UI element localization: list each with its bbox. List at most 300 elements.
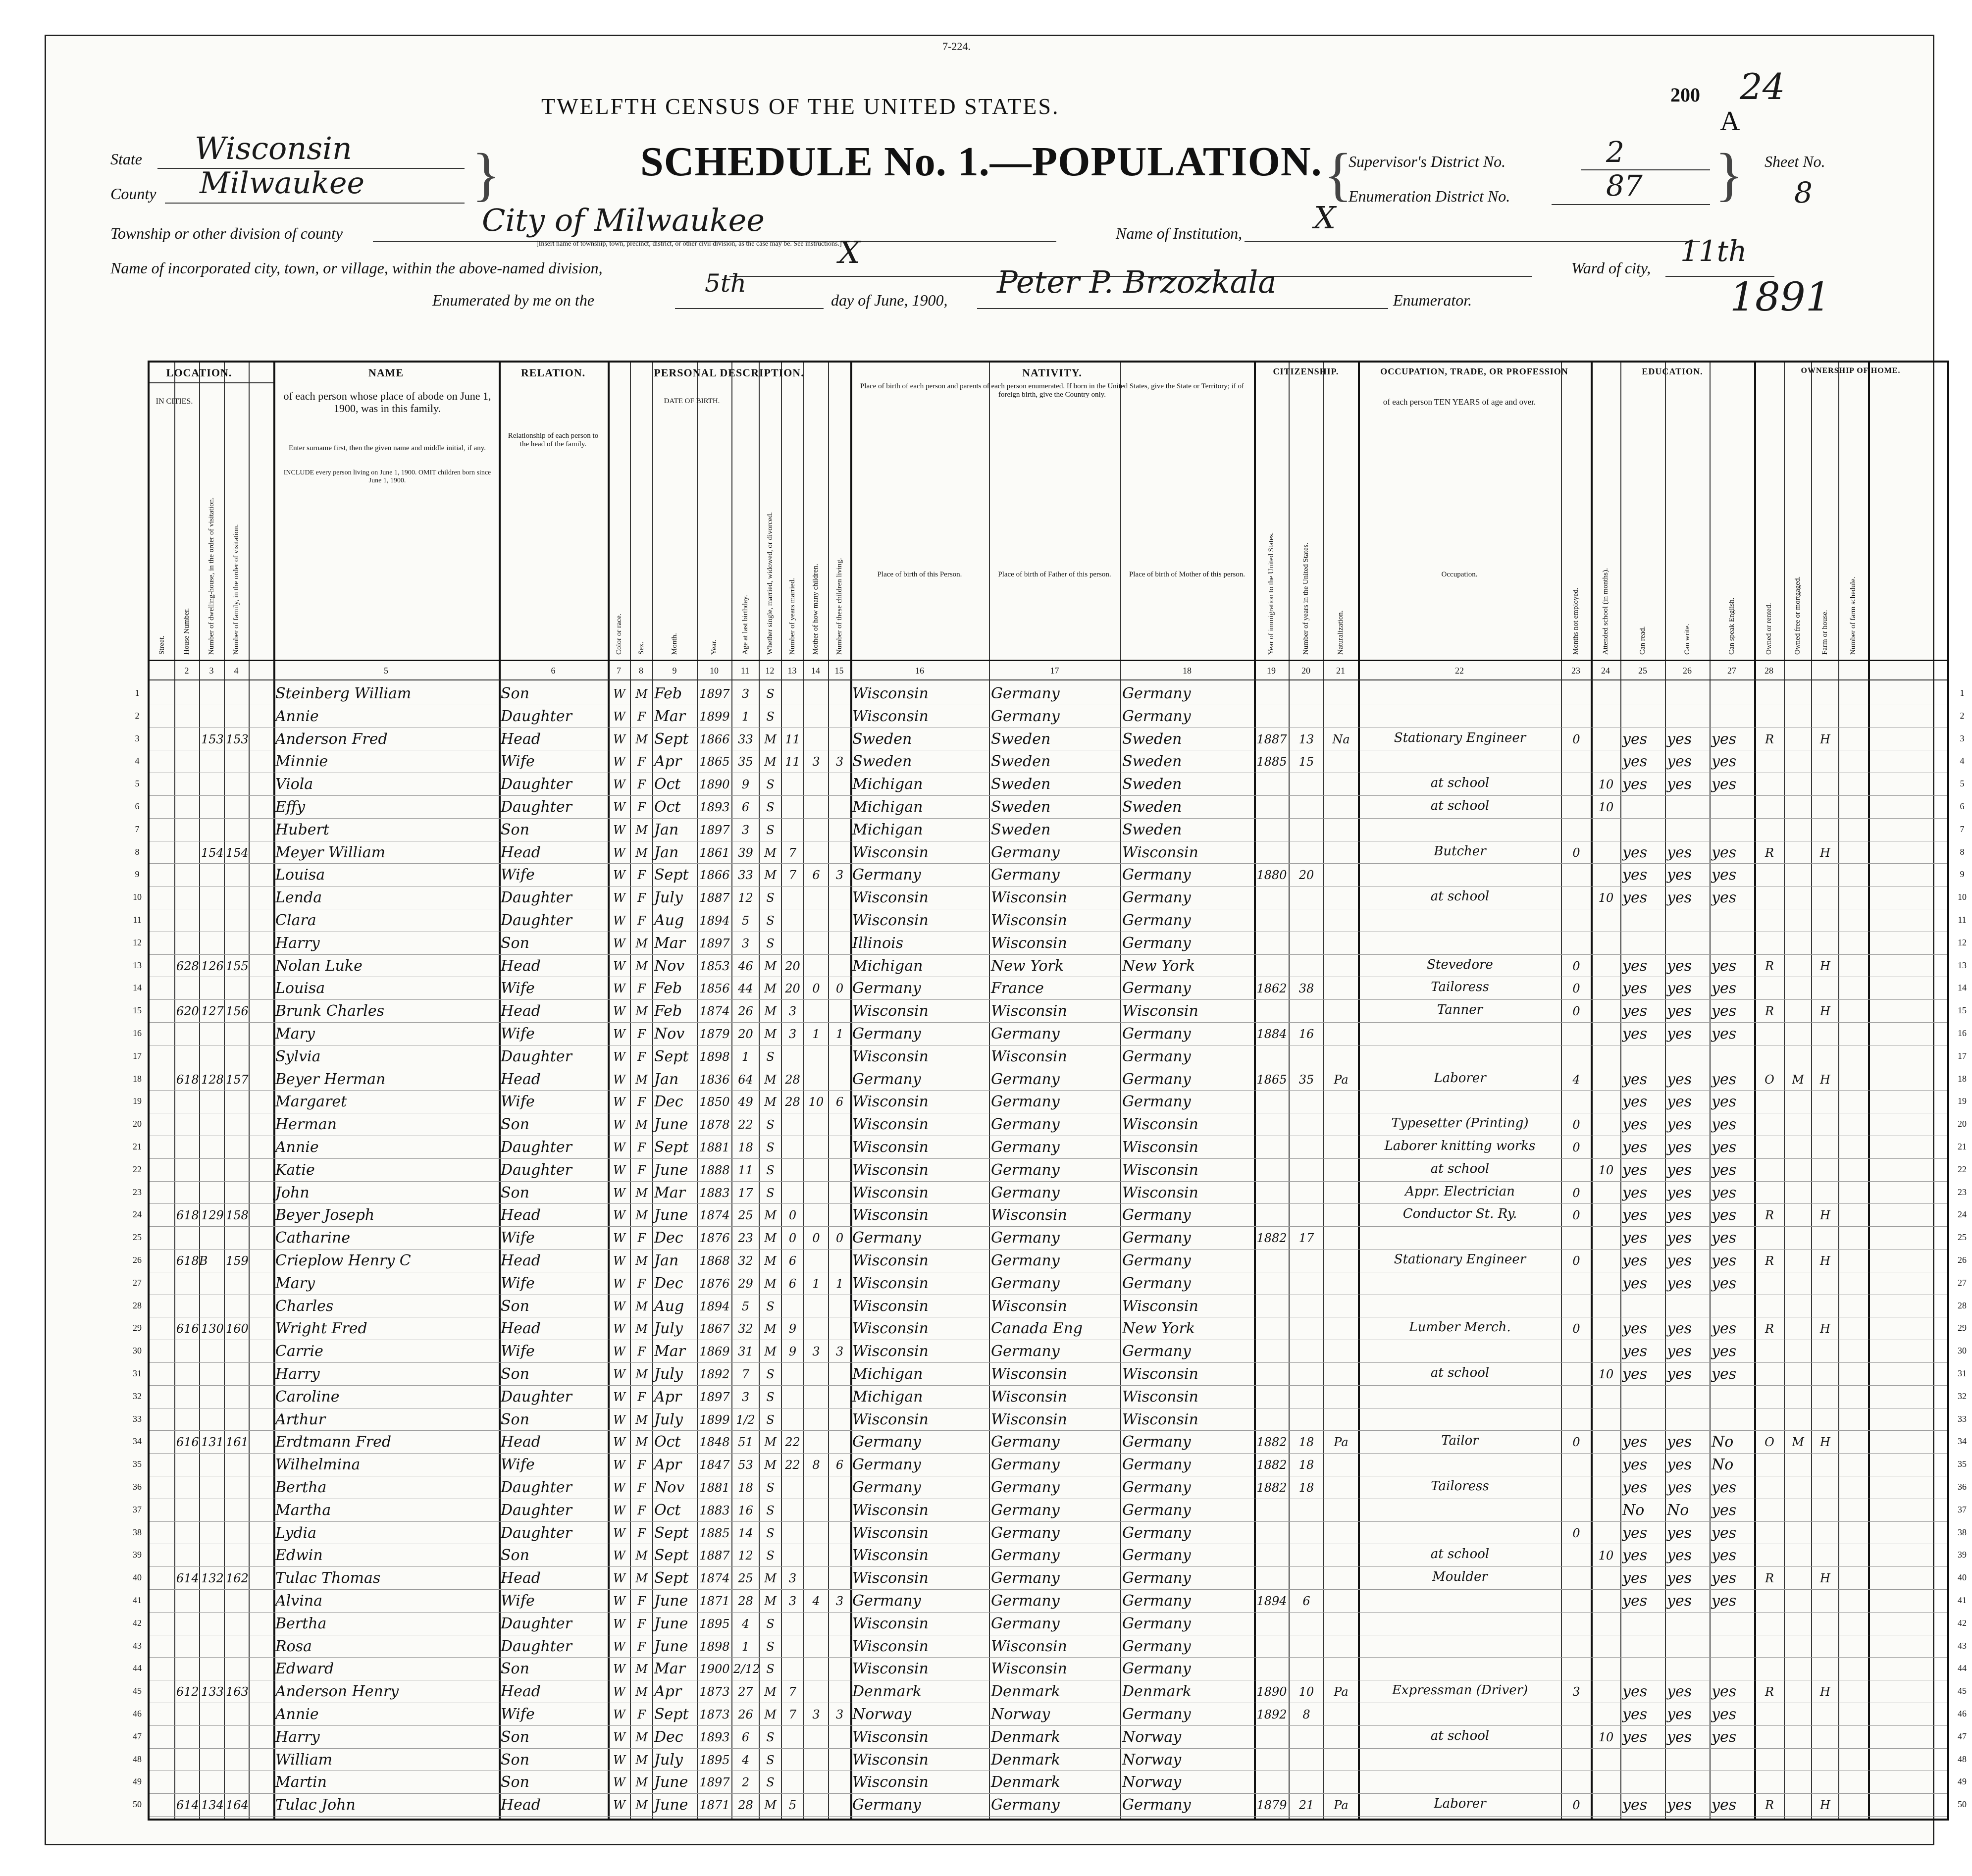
table-row [133, 1771, 1967, 1794]
cell-own: R [1764, 1571, 1774, 1586]
cell-own: R [1764, 1208, 1774, 1223]
cell-rd: yes [1622, 1365, 1648, 1383]
cell-cl: 0 [835, 982, 844, 996]
cell-pob: Wisconsin [852, 1093, 929, 1111]
cell-pob: Wisconsin [852, 1773, 929, 1791]
cell-sex: F [637, 1708, 646, 1721]
cell-color: W [613, 1004, 625, 1019]
cell-age: 27 [738, 1685, 753, 1699]
cell-color: W [613, 1254, 625, 1268]
row-number: 6 [135, 801, 140, 811]
cell-en: yes [1712, 889, 1737, 907]
cell-name: Nolan Luke [275, 957, 363, 975]
cell-pob: Wisconsin [852, 1343, 929, 1360]
cell-year: 1871 [699, 1798, 730, 1813]
table-row [135, 818, 1965, 841]
cell-rel: Son [501, 1184, 529, 1201]
cell-ms: S [766, 778, 775, 792]
state-label: State [110, 150, 142, 168]
cell-year: 1898 [699, 1049, 730, 1064]
column-number: 7 [617, 666, 621, 676]
cell-yi: 1887 [1256, 732, 1287, 746]
cell-nat: Na [1332, 732, 1350, 746]
cell-mpob: Sweden [1122, 821, 1182, 838]
row-number-right: 19 [1958, 1096, 1967, 1106]
cell-year: 1894 [699, 1299, 730, 1313]
column-header: Owned or rented. [1765, 603, 1773, 655]
cell-ms: M [764, 755, 777, 769]
column-number: 28 [1764, 666, 1773, 676]
cell-mc: 4 [812, 1594, 820, 1608]
table-row [133, 1045, 1967, 1068]
cell-color: W [613, 1753, 625, 1767]
cell-ms: S [766, 1299, 775, 1313]
cell-month: Dec [654, 1274, 683, 1292]
cell-sex: M [635, 936, 648, 950]
cell-rd: yes [1622, 730, 1648, 748]
column-number: 11 [740, 666, 750, 676]
cell-mpob: Germany [1122, 1274, 1191, 1292]
cell-age: 23 [738, 1231, 753, 1246]
cell-occ: Appr. Electrician [1405, 1184, 1515, 1199]
column-header: Place of birth of Father of this person. [998, 571, 1111, 578]
cell-ym: 7 [788, 1708, 797, 1721]
cell-name: Herman [275, 1116, 337, 1134]
cell-pob: Wisconsin [852, 1410, 929, 1428]
cell-month: Jan [654, 1070, 679, 1088]
cell-name: Bertha [275, 1479, 327, 1496]
cell-fpob: Germany [991, 707, 1060, 725]
cell-age: 17 [738, 1186, 753, 1200]
cell-month: Oct [654, 776, 681, 793]
row-number-right: 36 [1958, 1482, 1967, 1492]
cell-ym: 3 [788, 1594, 797, 1608]
cell-en: yes [1712, 1501, 1737, 1519]
cell-mc: 3 [812, 1708, 820, 1721]
table-row [135, 728, 1965, 751]
cell-ms: M [764, 1571, 777, 1586]
cell-pob: Germany [852, 1796, 921, 1814]
table-row [133, 1476, 1967, 1499]
row-number-right: 14 [1958, 983, 1967, 993]
cell-yi: 1894 [1256, 1594, 1287, 1608]
cell-sex: M [635, 1685, 648, 1699]
institution-value: X [1314, 200, 1336, 236]
cell-dw: 126 [201, 959, 224, 973]
cell-fpob: Germany [991, 1524, 1060, 1542]
cell-month: Oct [654, 1501, 681, 1519]
cell-month: Feb [654, 1002, 682, 1020]
cell-pob: Michigan [852, 1365, 923, 1383]
cell-rel: Wife [501, 1592, 535, 1610]
cell-wr: yes [1667, 1433, 1692, 1451]
cell-en: yes [1712, 1796, 1737, 1814]
cell-en: No [1712, 1456, 1734, 1474]
cell-name: Steinberg William [275, 685, 412, 702]
row-number: 1 [135, 688, 140, 698]
cell-occ: Stationary Engineer [1394, 730, 1526, 745]
cell-pob: Wisconsin [852, 1547, 929, 1564]
cell-cl: 3 [835, 868, 844, 883]
cell-fpob: Germany [991, 1093, 1060, 1111]
cell-fpob: Sweden [991, 730, 1051, 748]
cell-age: 28 [738, 1594, 753, 1608]
row-number-right: 22 [1958, 1164, 1967, 1174]
cell-fpob: Wisconsin [991, 1410, 1067, 1428]
table-row [135, 750, 1965, 773]
row-number: 50 [133, 1799, 142, 1810]
table-row [133, 1430, 1967, 1454]
supervisor-label: Supervisor's District No. [1349, 153, 1506, 170]
cell-fpob: Germany [991, 1274, 1060, 1292]
cell-year: 1897 [699, 936, 730, 950]
cell-mne: 0 [1572, 1118, 1580, 1132]
cell-house: 618 [176, 1208, 199, 1223]
cell-dw: 153 [201, 732, 224, 746]
table-row [133, 1068, 1967, 1091]
cell-ms: S [766, 1526, 775, 1540]
row-number-right: 26 [1958, 1255, 1967, 1265]
table-row [135, 773, 1965, 796]
cell-rd: yes [1622, 1547, 1648, 1564]
table-row [133, 1158, 1967, 1182]
cell-en: yes [1712, 1706, 1737, 1723]
cell-ms: M [764, 1322, 777, 1336]
cell-name: Alvina [275, 1592, 323, 1610]
cell-fam: 161 [226, 1435, 249, 1450]
cell-color: W [613, 1231, 625, 1246]
cell-name: Arthur [275, 1410, 326, 1428]
cell-ms: S [766, 1503, 775, 1517]
row-number-right: 45 [1958, 1686, 1967, 1696]
row-number: 35 [133, 1459, 142, 1469]
cell-rd: yes [1622, 1002, 1648, 1020]
cell-pob: Sweden [852, 753, 912, 771]
cell-rd: yes [1622, 1274, 1648, 1292]
cell-fpob: Wisconsin [991, 1660, 1067, 1678]
cell-name: Charles [275, 1297, 334, 1315]
cell-rel: Wife [501, 1343, 535, 1360]
table-row [133, 999, 1967, 1023]
cell-age: 44 [738, 982, 753, 996]
cell-yi: 1885 [1256, 755, 1287, 769]
cell-yi: 1879 [1256, 1798, 1287, 1813]
table-row [133, 1657, 1967, 1680]
cell-sex: M [635, 1072, 648, 1087]
cell-sex: F [637, 1345, 646, 1359]
cell-sex: M [635, 959, 648, 973]
cell-mpob: Germany [1122, 1706, 1191, 1723]
cell-color: W [613, 891, 625, 905]
cell-wr: yes [1667, 1116, 1692, 1134]
cell-year: 1866 [699, 868, 730, 883]
cell-ms: M [764, 1072, 777, 1087]
cell-age: 26 [738, 1004, 753, 1019]
cell-own: R [1764, 845, 1774, 860]
cell-age: 20 [738, 1027, 753, 1041]
cell-month: June [654, 1637, 688, 1655]
cell-ms: S [766, 936, 775, 950]
cell-rd: yes [1622, 980, 1648, 997]
cell-sch: 10 [1598, 1367, 1614, 1381]
cell-fh: H [1820, 1685, 1830, 1699]
cell-rel: Son [501, 821, 529, 838]
cell-fpob: Germany [991, 1456, 1060, 1474]
cell-month: Dec [654, 1229, 683, 1247]
cell-year: 1894 [699, 914, 730, 928]
cell-rel: Head [501, 1433, 541, 1451]
column-header: Whether single, married, widowed, or divorced. [766, 512, 774, 655]
cell-en: yes [1712, 1320, 1737, 1338]
cell-wr: yes [1667, 1274, 1692, 1292]
cell-age: 2 [741, 1775, 750, 1790]
cell-mne: 3 [1572, 1685, 1580, 1699]
cell-year: 1899 [699, 1412, 730, 1427]
cell-mpob: Germany [1122, 889, 1191, 907]
table-row [133, 1090, 1967, 1113]
cell-year: 1847 [699, 1458, 730, 1472]
cell-fpob: Germany [991, 1433, 1060, 1451]
table-row [133, 1022, 1967, 1045]
column-header: Mother of how many children. [812, 564, 820, 655]
column-number: 23 [1571, 666, 1580, 676]
cell-color: W [613, 1435, 625, 1450]
schedule-title: SCHEDULE No. 1.—POPULATION. [640, 139, 1322, 185]
cell-name: Edwin [275, 1547, 323, 1564]
cell-yus: 10 [1298, 1685, 1314, 1699]
row-number-right: 40 [1958, 1572, 1967, 1583]
cell-rel: Son [501, 1773, 529, 1791]
cell-mne: 0 [1572, 1004, 1580, 1019]
row-number: 2 [135, 710, 140, 721]
cell-mc: 1 [812, 1027, 820, 1041]
table-row [135, 682, 1965, 705]
cell-pob: Germany [852, 980, 921, 997]
cell-sex: M [635, 1004, 648, 1019]
cell-en: yes [1712, 1343, 1737, 1360]
cell-ms: S [766, 1049, 775, 1064]
cell-year: 1866 [699, 732, 730, 746]
cell-name: William [275, 1751, 333, 1769]
cell-house: 616 [176, 1435, 199, 1450]
cell-color: W [613, 1367, 625, 1381]
cell-occ: Butcher [1434, 843, 1486, 859]
cell-yi: 1880 [1256, 868, 1287, 883]
ownership-heading: OWNERSHIP OF HOME. [1801, 366, 1901, 375]
cell-age: 1 [741, 1049, 750, 1064]
cell-mpob: Sweden [1122, 776, 1182, 793]
cell-pob: Denmark [852, 1683, 922, 1701]
cell-pob: Michigan [852, 776, 923, 793]
cell-name: Beyer Herman [275, 1070, 386, 1088]
cell-sex: M [635, 1299, 648, 1313]
cell-yus: 6 [1302, 1594, 1310, 1608]
cell-ym: 7 [788, 868, 797, 883]
cell-fpob: Canada Eng [991, 1320, 1083, 1338]
cell-ms: S [766, 823, 775, 837]
cell-nat: Pa [1334, 1685, 1349, 1699]
cell-fpob: Germany [991, 1070, 1060, 1088]
cell-own: R [1764, 1254, 1774, 1268]
ward-label: Ward of city, [1571, 259, 1651, 277]
cell-ym: 22 [785, 1458, 800, 1472]
cell-sex: F [637, 891, 646, 905]
row-number-right: 20 [1958, 1119, 1967, 1129]
cell-rd: yes [1622, 1524, 1648, 1542]
cell-mpob: Wisconsin [1122, 1297, 1198, 1315]
cell-sch: 10 [1598, 1163, 1614, 1177]
cell-name: Tulac John [275, 1796, 356, 1814]
enumerated-suffix: day of June, 1900, [831, 291, 948, 309]
cell-ms: S [766, 1412, 775, 1427]
table-row [133, 954, 1967, 978]
cell-year: 1885 [699, 1526, 730, 1540]
cell-name: Crieplow Henry C [275, 1252, 411, 1269]
cell-en: yes [1712, 1070, 1737, 1088]
cell-name: Louisa [275, 866, 325, 884]
cell-month: June [654, 1796, 688, 1814]
column-number: 22 [1455, 666, 1464, 676]
cell-fpob: Germany [991, 1343, 1060, 1360]
cell-color: W [613, 1027, 625, 1041]
column-header: Color or race. [615, 614, 623, 655]
nativity-heading: NATIVITY. [1022, 366, 1082, 379]
row-number-right: 3 [1960, 733, 1965, 743]
cell-ym: 11 [785, 755, 800, 769]
row-number: 7 [135, 824, 140, 834]
cell-color: W [613, 936, 625, 950]
row-number: 43 [133, 1640, 142, 1651]
column-number: 17 [1050, 666, 1059, 676]
table-row [133, 1703, 1967, 1726]
cell-occ: Tailoress [1431, 1479, 1489, 1494]
cell-wr: yes [1667, 1206, 1692, 1224]
cell-en: yes [1712, 1365, 1737, 1383]
cell-own: R [1764, 1798, 1774, 1813]
row-number-right: 37 [1958, 1504, 1967, 1514]
cell-month: Oct [654, 1433, 681, 1451]
table-row [133, 977, 1967, 1000]
cell-name: John [275, 1184, 310, 1201]
cell-wr: yes [1667, 889, 1692, 907]
cell-name: Annie [275, 707, 319, 725]
population-table [133, 361, 1967, 1821]
cell-pob: Germany [852, 1229, 921, 1247]
cell-sex: F [637, 778, 646, 792]
cell-year: 1867 [699, 1322, 730, 1336]
cell-month: Oct [654, 798, 681, 816]
row-number: 29 [133, 1323, 142, 1333]
cell-house: 618B [176, 1254, 208, 1268]
cell-mpob: Germany [1122, 1615, 1191, 1632]
cell-own: O [1764, 1435, 1774, 1450]
cell-sex: M [635, 823, 648, 837]
cell-wr: yes [1667, 1456, 1692, 1474]
cell-en: yes [1712, 843, 1737, 861]
cell-ym: 9 [788, 1345, 797, 1359]
row-number-right: 5 [1960, 779, 1965, 789]
column-header: Number of dwelling-house, in the order of visitation. [208, 497, 215, 655]
cell-dw: 129 [201, 1208, 224, 1223]
cell-pob: Wisconsin [852, 1161, 929, 1179]
cell-rd: yes [1622, 866, 1648, 884]
cell-year: 1893 [699, 1730, 730, 1744]
cell-wr: yes [1667, 1184, 1692, 1201]
table-row [133, 1249, 1967, 1272]
cell-fpob: Denmark [991, 1773, 1060, 1791]
cell-age: 1/2 [736, 1412, 755, 1427]
cell-ms: M [764, 1095, 777, 1109]
cell-month: Nov [654, 957, 685, 975]
cell-name: Louisa [275, 980, 325, 997]
cell-ms: M [764, 1345, 777, 1359]
cell-pob: Wisconsin [852, 889, 929, 907]
cell-name: Harry [275, 934, 320, 952]
cell-fam: 156 [226, 1004, 249, 1019]
cell-ms: S [766, 1367, 775, 1381]
row-number: 33 [133, 1413, 142, 1424]
cell-pob: Wisconsin [852, 1501, 929, 1519]
table-row [135, 705, 1965, 728]
cell-age: 1 [741, 1639, 750, 1654]
column-header: Months not employed. [1572, 587, 1580, 655]
cell-ms: M [764, 1798, 777, 1813]
cell-rd: yes [1622, 1139, 1648, 1156]
cell-name: Annie [275, 1706, 319, 1723]
cell-mne: 0 [1572, 959, 1580, 973]
cell-rel: Head [501, 1320, 541, 1338]
cell-yus: 16 [1298, 1027, 1314, 1041]
cell-dw: 131 [201, 1435, 224, 1450]
row-number: 47 [133, 1731, 142, 1741]
cell-color: W [613, 1549, 625, 1563]
cell-mpob: Germany [1122, 1592, 1191, 1610]
cell-yus: 18 [1298, 1435, 1314, 1450]
cell-own: R [1764, 1004, 1774, 1019]
cell-yus: 8 [1302, 1708, 1310, 1721]
cell-year: 1873 [699, 1708, 730, 1721]
cell-en: yes [1712, 1116, 1737, 1134]
cell-month: Sept [654, 1524, 689, 1542]
cell-dw: 132 [201, 1571, 224, 1586]
cell-age: 3 [741, 823, 750, 837]
cell-year: 1899 [699, 709, 730, 724]
cell-ms: M [764, 982, 777, 996]
row-number: 5 [135, 779, 140, 789]
column-header: Attended school (in months). [1602, 568, 1609, 655]
cell-ms: M [764, 868, 777, 883]
cell-sch: 10 [1598, 1549, 1614, 1563]
cell-month: Sept [654, 730, 689, 748]
cell-wr: yes [1667, 1070, 1692, 1088]
cell-ms: S [766, 1549, 775, 1563]
cell-ms: S [766, 1186, 775, 1200]
cell-sex: M [635, 687, 648, 701]
cell-year: 1865 [699, 755, 730, 769]
row-number-right: 7 [1960, 824, 1965, 834]
column-header: Age at last birthday. [741, 595, 749, 655]
cell-en: yes [1712, 1592, 1737, 1610]
cell-occ: Laborer [1434, 1070, 1486, 1086]
cell-month: June [654, 1206, 688, 1224]
row-number: 37 [133, 1504, 142, 1514]
cell-ym: 5 [788, 1798, 797, 1813]
cell-rd: yes [1622, 843, 1648, 861]
cell-age: 32 [738, 1322, 753, 1336]
cell-fam: 162 [226, 1571, 249, 1586]
cell-month: Apr [654, 1683, 682, 1701]
cell-ms: S [766, 1753, 775, 1767]
